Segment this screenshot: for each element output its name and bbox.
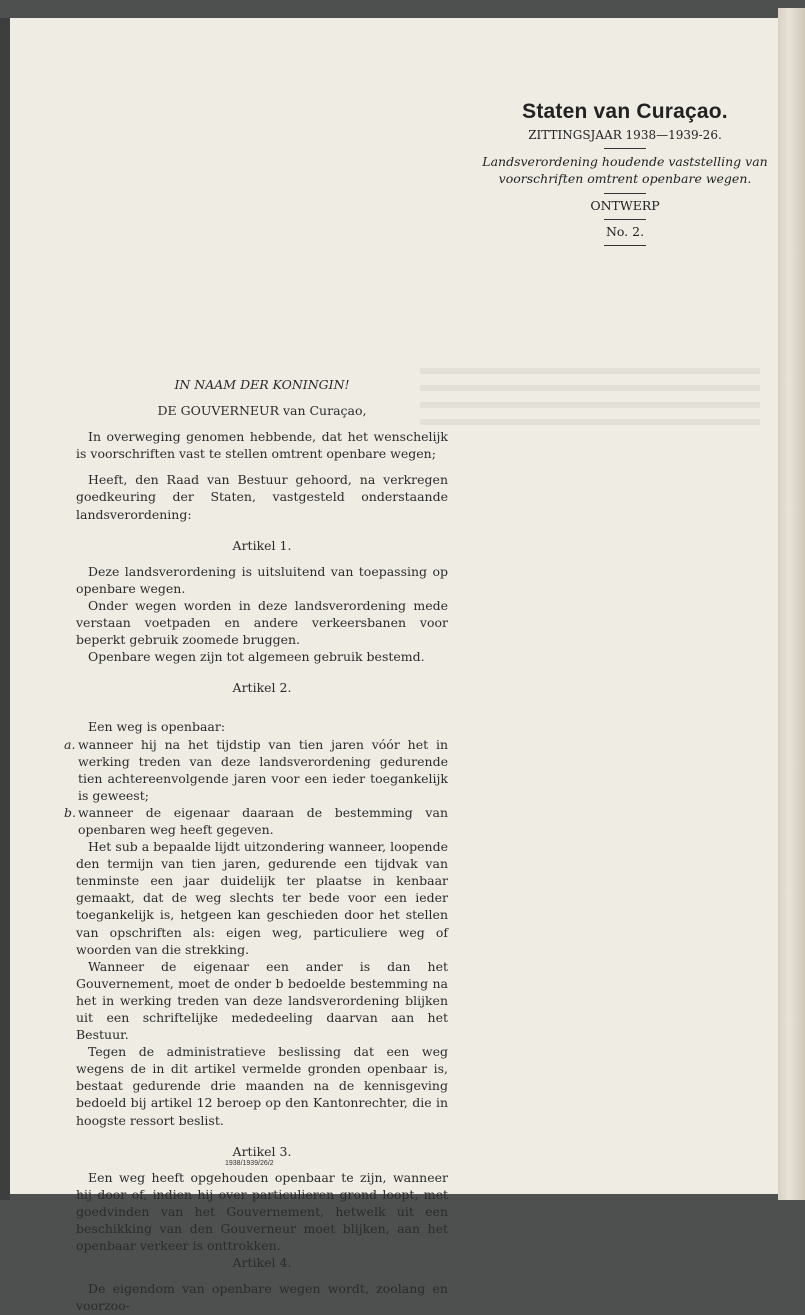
footer-code: 1938/1939/26/2 <box>225 1160 274 1167</box>
divider <box>604 193 646 194</box>
item-label: b. <box>64 804 76 820</box>
article-2-paragraph: Tegen de administratieve beslissing dat een weg wegens de in dit artikel vermelde gronden openbaar is, bestaat gedurende drie maanden na de kennisgeving bedoeld bij artikel 12 beroep op den Kantonrechter, die in hoogste ressort beslist. <box>76 1044 448 1128</box>
divider <box>604 148 646 149</box>
header-title: Staten van Curaçao. <box>522 100 728 123</box>
document-body <box>64 376 448 1315</box>
invocation: IN NAAM DER KONINGIN! <box>174 377 350 392</box>
bleed-through <box>420 368 760 430</box>
article-4-paragraph: De eigendom van openbare wegen wordt, zoolang en voorzoo- <box>76 1281 448 1314</box>
subject-line-1: Landsverordening houdende vaststelling van <box>482 154 768 169</box>
document-header <box>480 100 770 250</box>
document-number: No. 2. <box>605 224 645 239</box>
draft-label: ONTWERP <box>590 198 660 213</box>
session-year: ZITTINGSJAAR 1938—1939-26. <box>528 128 722 142</box>
article-2-item-b <box>64 804 448 838</box>
article-4-title: Artikel 4. <box>232 1255 292 1271</box>
heard-paragraph: Heeft, den Raad van Bestuur gehoord, na verkregen goedkeuring der Staten, vastgesteld onderstaande landsverordening: <box>76 472 448 522</box>
article-3-paragraph: Een weg heeft opgehouden openbaar te zijn, wanneer hij door of, indien hij over particulieren grond loopt, met goedvinden van het Gouvernement, hetwelk uit een beschikking van den Gouverneur moet blijken, aan het openbaar verkeer is onttrokken. <box>76 1169 448 1254</box>
item-label: a. <box>64 736 76 752</box>
page-edge <box>778 8 805 1200</box>
item-text: wanneer hij na het tijdstip van tien jaren vóór het in werking treden van deze landsverordening gedurende tien achtereenvolgende jaren voor een ieder toegankelijk is geweest; <box>78 736 448 803</box>
article-1-title: Artikel 1. <box>232 537 292 553</box>
article-2-intro: Een weg is openbaar: <box>88 719 226 735</box>
scan-left-edge <box>0 18 10 1200</box>
article-3-title: Artikel 3. <box>232 1143 292 1159</box>
item-text: wanneer de eigenaar daaraan de bestemming van openbaren weg heeft gegeven. <box>78 804 448 837</box>
considering-paragraph: In overweging genomen hebbende, dat het wenschelijk is voorschriften vast te stellen omtrent openbare wegen; <box>76 429 448 462</box>
article-2-title: Artikel 2. <box>232 680 292 696</box>
divider <box>604 219 646 220</box>
divider <box>604 245 646 246</box>
subject-line-2: voorschriften omtrent openbare wegen. <box>498 171 752 186</box>
article-2-paragraph: Wanneer de eigenaar een ander is dan het Gouvernement, moet de onder b bedoelde bestemming na het in werking treden van deze landsverordening blijken uit een schriftelijke mededeeling daarvan aan het Bestuur. <box>76 958 448 1043</box>
article-1-paragraph: Deze landsverordening is uitsluitend van toepassing op openbare wegen. <box>76 563 448 596</box>
article-1-paragraph: Openbare wegen zijn tot algemeen gebruik bestemd. <box>88 649 425 665</box>
article-1-paragraph: Onder wegen worden in deze landsverordening mede verstaan voetpaden en andere verkeersbanen voor beperkt gebruik zoomede bruggen. <box>76 597 448 648</box>
article-2-paragraph: Het sub a bepaalde lijdt uitzondering wanneer, loopende den termijn van tien jaren, gedurende een tijdvak van tenminste een jaar duidelijk ter plaatse in kenbaar gemaakt, dat de weg slechts ter bede voor een ieder toegankelijk is, hetgeen kan geschieden door het stellen van opschriften als: eigen weg, particuliere weg of woorden van die strekking. <box>76 839 448 957</box>
article-2-item-a <box>64 736 448 804</box>
issuer: DE GOUVERNEUR van Curaçao, <box>157 403 367 419</box>
